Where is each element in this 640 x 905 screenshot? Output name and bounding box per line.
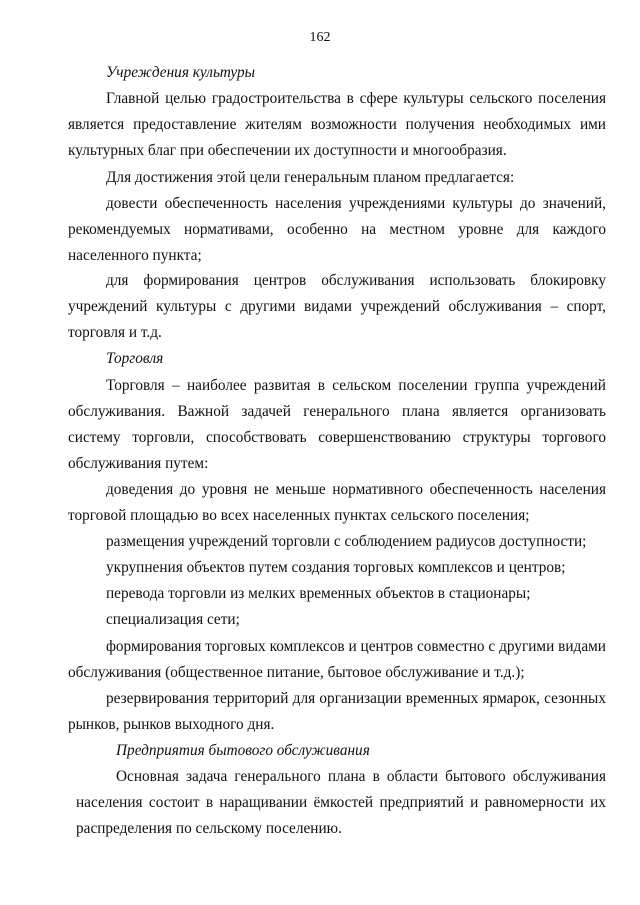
list-item-consolidation: укрупнения объектов путем создания торговых комплексов и центров; xyxy=(106,559,566,576)
text-line: для формирования центров обслуживания использовать блокировку xyxy=(106,272,606,289)
text-line: населенного пункта; xyxy=(68,247,202,264)
text-line: обслуживания. Важной задачей генерального плана является организовать xyxy=(68,403,606,420)
text-line: формирования торговых комплексов и центров совместно с другими видами xyxy=(106,638,606,655)
text-line: распределения по сельскому поселению. xyxy=(76,820,342,837)
page-number: 162 xyxy=(309,30,331,45)
text-line: довести обеспеченность населения учреждениями культуры до значений, xyxy=(106,195,606,212)
text-line: Торговля – наиболее развитая в сельском поселении группа учреждений xyxy=(106,377,606,394)
text-line: рекомендуемых нормативами, особенно на местном уровне для каждого xyxy=(68,221,606,238)
text-line: доведения до уровня не меньше нормативного обеспеченность населения xyxy=(106,481,606,498)
text-line: населения состоит в наращивании ёмкостей предприятий и равномерности их xyxy=(76,794,606,811)
text-line: Основная задача генерального плана в области бытового обслуживания xyxy=(116,768,606,785)
text-line: культурных благ при обеспечении их доступности и многообразия. xyxy=(68,142,507,159)
text-line: учреждений культуры с другими видами учреждений обслуживания – спорт, xyxy=(68,298,606,315)
text-line: торговой площадью во всех населенных пунктах сельского поселения; xyxy=(68,507,530,524)
text-line: торговля и т.д. xyxy=(68,324,162,341)
text-line: обслуживания путем: xyxy=(68,455,209,472)
list-item-accessibility: размещения учреждений торговли с соблюдением радиусов доступности; xyxy=(106,533,587,550)
heading-culture-institutions: Учреждения культуры xyxy=(106,64,255,81)
list-item-stationary: перевода торговли из мелких временных объектов в стационары; xyxy=(106,585,531,602)
text-line: систему торговли, способствовать совершенствованию структуры торгового xyxy=(68,429,606,446)
heading-consumer-services: Предприятия бытового обслуживания xyxy=(116,742,370,759)
text-line: резервирования территорий для организации временных ярмарок, сезонных xyxy=(106,690,606,707)
text-line: рынков, рынков выходного дня. xyxy=(68,716,275,733)
text-line: является предоставление жителям возможности получения необходимых ими xyxy=(68,116,606,133)
paragraph-proposal-intro: Для достижения этой цели генеральным планом предлагается: xyxy=(106,169,515,186)
heading-trade: Торговля xyxy=(106,350,164,367)
list-item-specialization: специализация сети; xyxy=(106,611,240,628)
text-line: обслуживания (общественное питание, бытовое обслуживание и т.д.); xyxy=(68,664,525,681)
text-line: Главной целью градостроительства в сфере культуры сельского поселения xyxy=(106,90,606,107)
